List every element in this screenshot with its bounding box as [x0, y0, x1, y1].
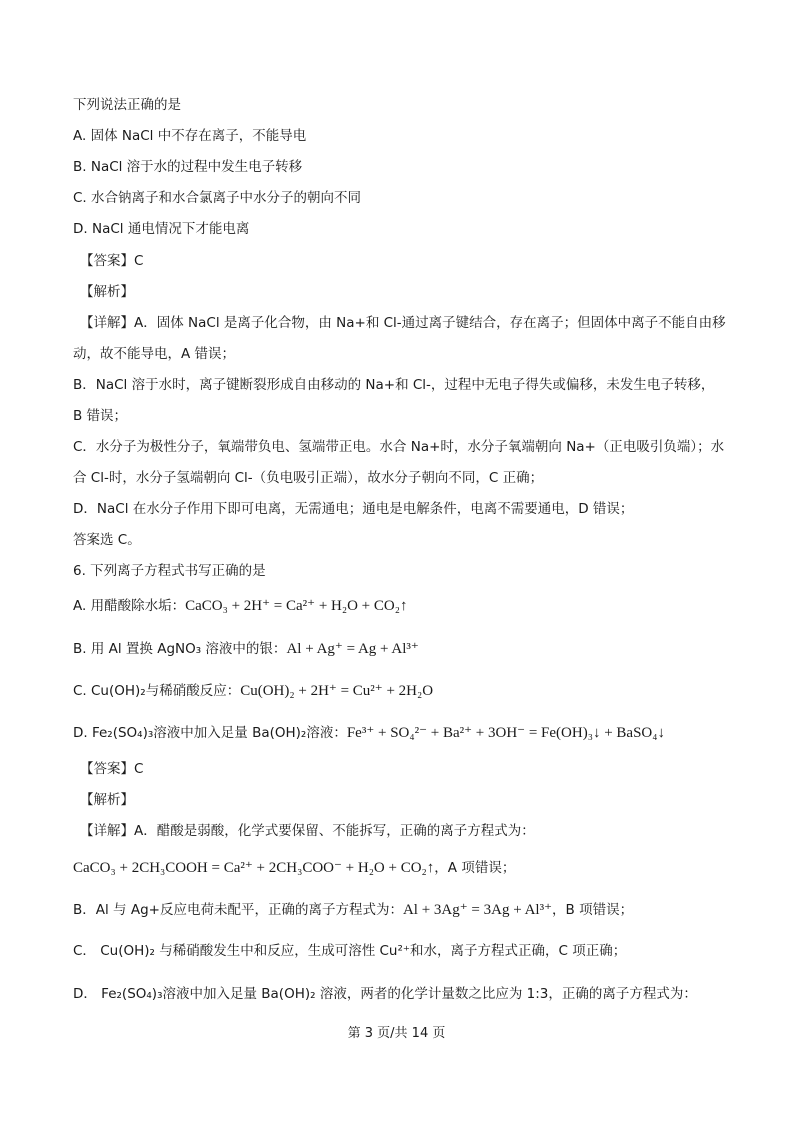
q6-detail-1: 【详解】A．醋酸是弱酸，化学式要保留、不能拆写，正确的离子方程式为： — [80, 823, 535, 839]
q5-analysis-label: 【解析】 — [80, 284, 134, 300]
q5-option-d: D. NaCl 通电情况下才能电离 — [73, 221, 250, 237]
q6-detail-4: C． Cu(OH)₂ 与稀硝酸发生中和反应，生成可溶性 Cu²⁺和水，离子方程式正确，C 项正确； — [73, 943, 627, 959]
q5-conclusion: 答案选 C。 — [73, 532, 141, 548]
q6-option-a — [73, 597, 407, 615]
q5-detail-7: D．NaCl 在水分子作用下即可电离，无需通电；通电是电解条件，电离不需要通电，D 错误； — [73, 501, 634, 517]
q6-detail-3-equation: Al + 3Ag⁺ = 3Ag + Al³⁺ — [402, 902, 553, 918]
q5-detail-2: 动，故不能导电，A 错误； — [73, 346, 236, 362]
q6-detail-2-tail: ，A 项错误； — [434, 860, 516, 876]
q6-stem: 6. 下列离子方程式书写正确的是 — [73, 563, 266, 579]
q6-option-d-equation: Fe³⁺ + SO₄²⁻ + Ba²⁺ + 3OH⁻ = Fe(OH)₃↓ + BaSO₄↓ — [346, 725, 665, 741]
q6-option-c-equation: Cu(OH)₂ + 2H⁺ = Cu²⁺ + 2H₂O — [240, 683, 434, 699]
q5-detail-4: B 错误； — [73, 408, 128, 424]
q6-detail-5: D． Fe₂(SO₄)₃溶液中加入足量 Ba(OH)₂ 溶液，两者的化学计量数之比应为 1:3，正确的离子方程式为： — [73, 986, 697, 1002]
q6-detail-3-text: B．Al 与 Ag+反应电荷未配平，正确的离子方程式为： — [73, 902, 403, 918]
q6-option-b-label: B. 用 Al 置换 AgNO₃ 溶液中的银： — [73, 641, 287, 657]
question-intro: 下列说法正确的是 — [73, 97, 181, 113]
q5-option-a: A. 固体 NaCl 中不存在离子，不能导电 — [73, 128, 307, 144]
q5-option-b: B. NaCl 溶于水的过程中发生电子转移 — [73, 159, 303, 175]
q6-detail-3 — [73, 901, 633, 919]
q6-option-c-label: C. Cu(OH)₂与稀硝酸反应： — [73, 683, 241, 699]
q5-detail-1: 【详解】A．固体 NaCl 是离子化合物，由 Na+和 Cl-通过离子键结合，存在离子；但固体中离子不能自由移 — [80, 315, 726, 331]
q5-answer: 【答案】C — [80, 253, 144, 269]
q6-option-b — [73, 640, 419, 658]
q5-detail-6: 合 Cl-时，水分子氢端朝向 Cl-（负电吸引正端），故水分子朝向不同，C 正确； — [73, 470, 544, 486]
q6-detail-2 — [73, 859, 515, 877]
q6-analysis-label: 【解析】 — [80, 792, 134, 808]
q5-detail-3: B．NaCl 溶于水时，离子键断裂形成自由移动的 Na+和 Cl-，过程中无电子得失或偏移，未发生电子转移， — [73, 377, 715, 393]
q6-option-d-label: D. Fe₂(SO₄)₃溶液中加入足量 Ba(OH)₂溶液： — [73, 725, 347, 741]
q6-option-c — [73, 682, 433, 700]
q6-option-d — [73, 724, 665, 742]
q6-detail-2-equation: CaCO₃ + 2CH₃COOH = Ca²⁺ + 2CH₃COO⁻ + H₂O + CO₂↑ — [73, 860, 435, 876]
q5-detail-5: C．水分子为极性分子，氧端带负电、氢端带正电。水合 Na+时，水分子氧端朝向 Na+（正电吸引负端）；水 — [73, 439, 725, 455]
page-footer: 第 3 页/共 14 页 — [347, 1026, 446, 1041]
q6-option-b-equation: Al + Ag⁺ = Ag + Al³⁺ — [286, 641, 419, 657]
q6-option-a-label: A. 用醋酸除水垢： — [73, 598, 186, 614]
q6-answer: 【答案】C — [80, 761, 144, 777]
q6-option-a-equation: CaCO₃ + 2H⁺ = Ca²⁺ + H₂O + CO₂↑ — [185, 598, 408, 614]
q5-option-c: C. 水合钠离子和水合氯离子中水分子的朝向不同 — [73, 190, 362, 206]
q6-detail-3-tail: ，B 项错误； — [552, 902, 634, 918]
